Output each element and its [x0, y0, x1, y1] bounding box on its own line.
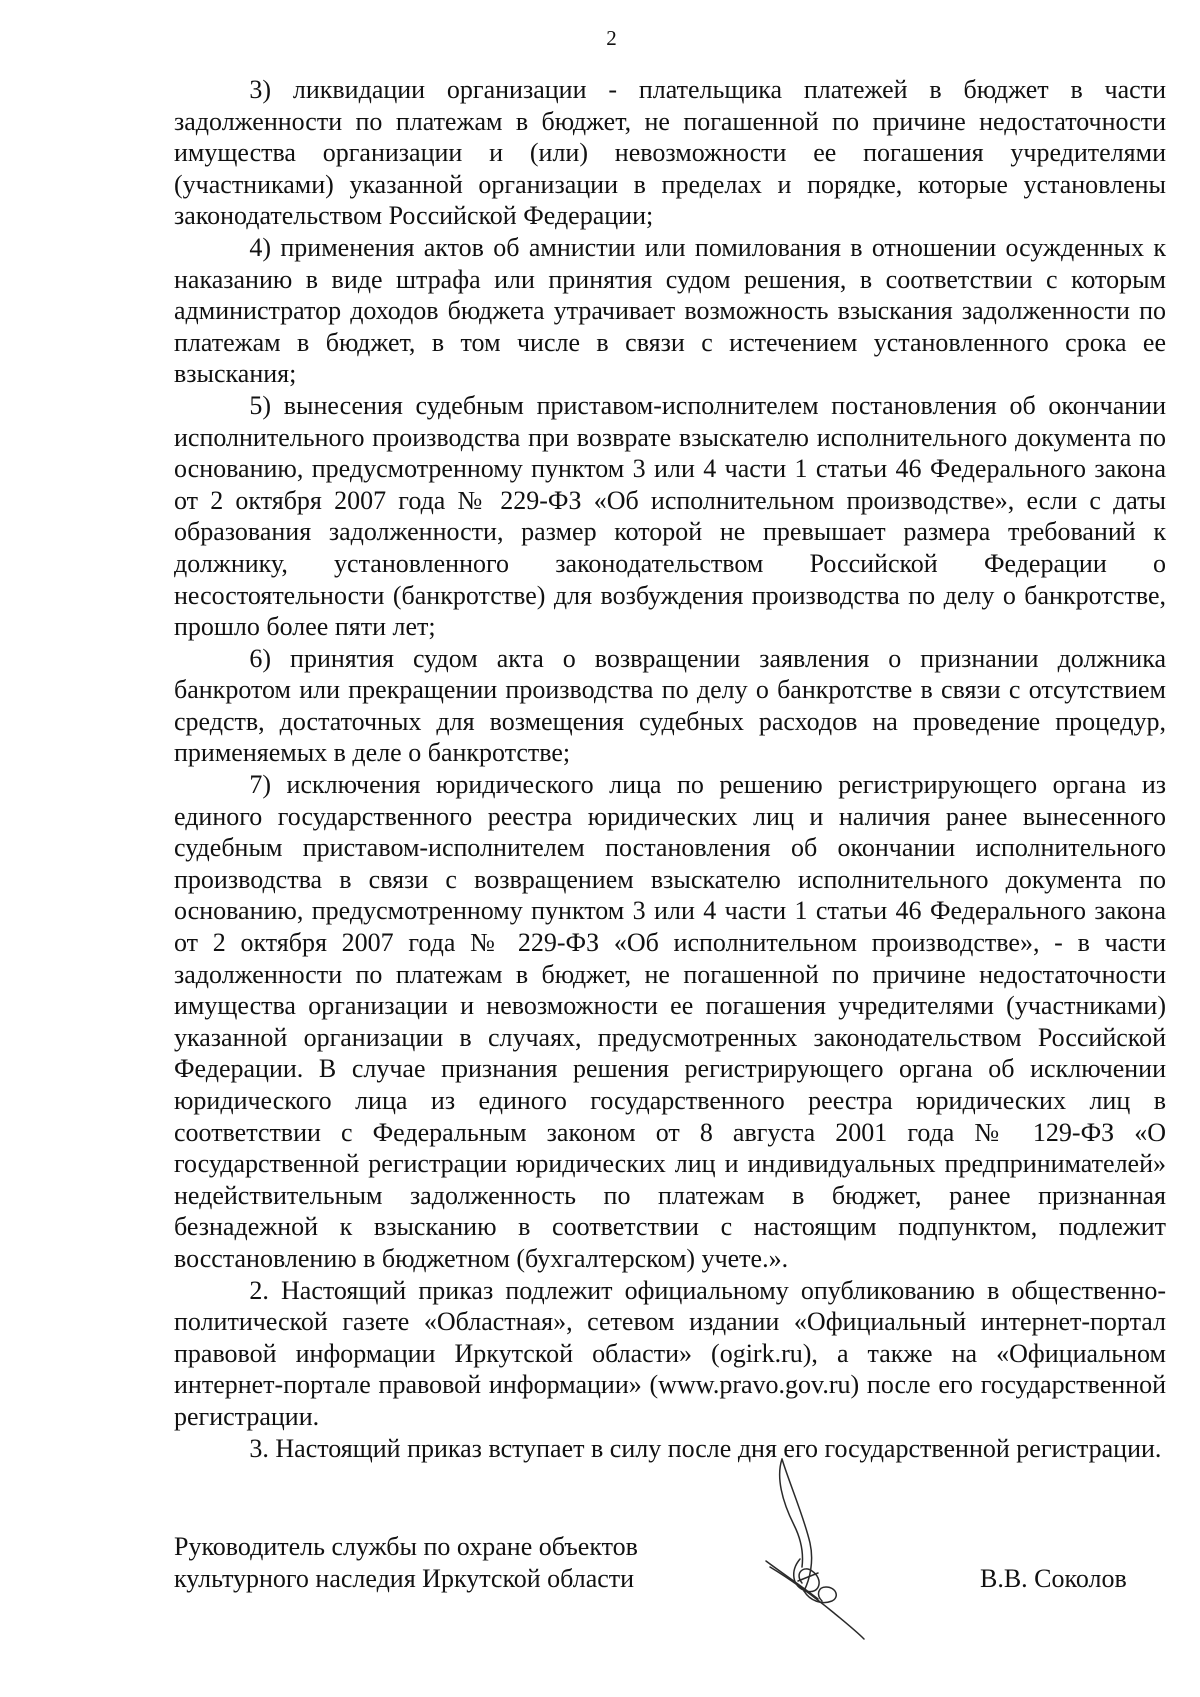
paragraph-clause-3: 3. Настоящий приказ вступает в силу после дня его государственной регистрации. — [249, 1433, 1162, 1463]
paragraph-item-4: 4) применения актов об амнистии или помилования в отношении осужденных к наказанию в виде штрафа или принятия судом решения, в соответствии с которым администратор доходов бюджета утрачивает возможность взыскания задолженности по платежам в бюджет, в том числе в связи с истечением установленного срока ее взыскания; — [174, 232, 1166, 389]
signer-position-line-2: культурного наследия Иркутской области — [174, 1563, 635, 1593]
document-body — [174, 74, 1166, 1464]
signer-position-line-1: Руководитель службы по охране объектов — [174, 1532, 638, 1561]
paragraph-item-5: 5) вынесения судебным приставом-исполнителем постановления об окончании исполнительного производства при возврате взыскателю исполнительного документа по основанию, предусмотренному пунктом 3 или 4 части 1 статьи 46 Федерального закона от 2 октября 2007 года № 229-ФЗ «Об исполнительном производстве», если с даты образования задолженности, размер которой не превышает размера требований к должнику, установленного законодательством Российской Федерации о несостоятельности (банкротстве) для возбуждения производства по делу о банкротстве, прошло более пяти лет; — [174, 390, 1166, 642]
paragraph-item-6: 6) принятия судом акта о возвращении заявления о признании должника банкротом или прекращении производства по делу о банкротстве в связи с отсутствием средств, достаточных для возмещения судебных расходов на проведение процедур, применяемых в деле о банкротстве; — [174, 643, 1166, 768]
paragraph-clause-2: 2. Настоящий приказ подлежит официальному опубликованию в общественно-политической газете «Областная», сетевом издании «Официальный интернет-портал правовой информации Иркутской области» (ogirk.ru), а также на «Официальном интернет-портале правовой информации» (www.pravo.gov.ru) после его государственной регистрации. — [174, 1275, 1166, 1431]
signer-name: В.В. Соколов — [980, 1564, 1127, 1593]
paragraph-item-3: 3) ликвидации организации - плательщика платежей в бюджет в части задолженности по платежам в бюджет, не погашенной по причине недостаточности имущества организации и (или) невозможности ее погашения учредителями (участниками) указанной организации в пределах и порядке, которые установлены законодательством Российской Федерации; — [174, 75, 1166, 231]
page-number: 2 — [606, 26, 617, 50]
signature-block — [174, 1531, 1174, 1621]
paragraph-item-7: 7) исключения юридического лица по решению регистрирующего органа из единого государственного реестра юридических лиц и наличия ранее вынесенного судебным приставом-исполнителем постановления об окончании исполнительного производства в связи с возвращением взыскателю исполнительного документа по основанию, предусмотренному пунктом 3 или 4 части 1 статьи 46 Федерального закона от 2 октября 2007 года № 229-ФЗ «Об исполнительном производстве», - в части задолженности по платежам в бюджет, не погашенной по причине недостаточности имущества организации и невозможности ее погашения учредителями (участниками) указанной организации в случаях, предусмотренных законодательством Российской Федерации. В случае признания решения регистрирующего органа об исключении юридического лица из единого государственного реестра юридических лиц в соответствии с Федеральным законом от 8 августа 2001 года № 129-ФЗ «О государственной регистрации юридических лиц и индивидуальных предпринимателей» недействительным задолженность по платежам в бюджет, ранее признанная безнадежной к взысканию в соответствии с настоящим подпунктом, подлежит восстановлению в бюджетном (бухгалтерском) учете.». — [174, 770, 1166, 1273]
signer-position — [174, 1531, 734, 1594]
